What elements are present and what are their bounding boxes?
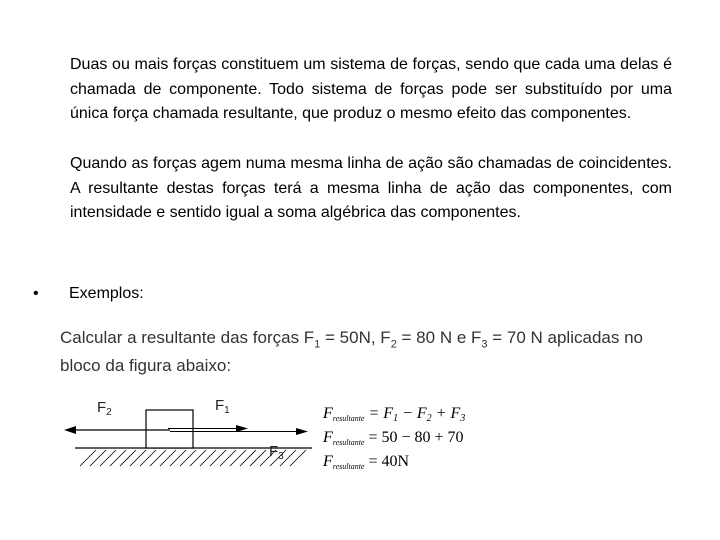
equation-1: $F_{resultante} = F1 - F2 + F3$	[323, 405, 466, 424]
f2-arrowhead-icon	[64, 426, 76, 434]
paragraph-forces-system: Duas ou mais forças constituem um sistema de forças, sendo que cada uma delas é chamada de componente. Todo sistema de forças pode ser substituído por uma única força chamada resultante, que produz o mesmo efeito das componentes.	[70, 56, 672, 122]
f2-subscript: 2	[390, 338, 397, 351]
f1-subscript: 1	[314, 338, 321, 351]
f3-arrowhead-icon	[296, 428, 308, 435]
f2-value: = 80 N e F	[396, 328, 482, 347]
f3-subscript: 3	[481, 338, 488, 351]
example-line-2: bloco da figura abaixo:	[60, 356, 232, 376]
equation-2: $F_{resultante} = 50 - 80 + 70$	[323, 429, 464, 447]
f1-label: $F_1$	[215, 397, 230, 416]
bullet-dot: •	[33, 285, 39, 302]
equation-3: $F_{resultante} = 40N$	[323, 453, 410, 471]
f1-value: = 50N, F	[320, 328, 391, 347]
f3-label: $F_3$	[269, 443, 284, 462]
example-prefix: Calcular a resultante das forças F	[60, 328, 315, 347]
f3-value: = 70 N aplicadas no	[487, 328, 643, 347]
f2-label: $F_2$	[97, 399, 112, 418]
bullet-text: Exemplos:	[69, 285, 144, 302]
paragraph-coincident-forces: Quando as forças agem numa mesma linha de ação são chamadas de coincidentes. A resultante destas forças terá a mesma linha de ação das componentes, com intensidade e sentido igual a soma algébrica das componentes.	[70, 155, 672, 221]
